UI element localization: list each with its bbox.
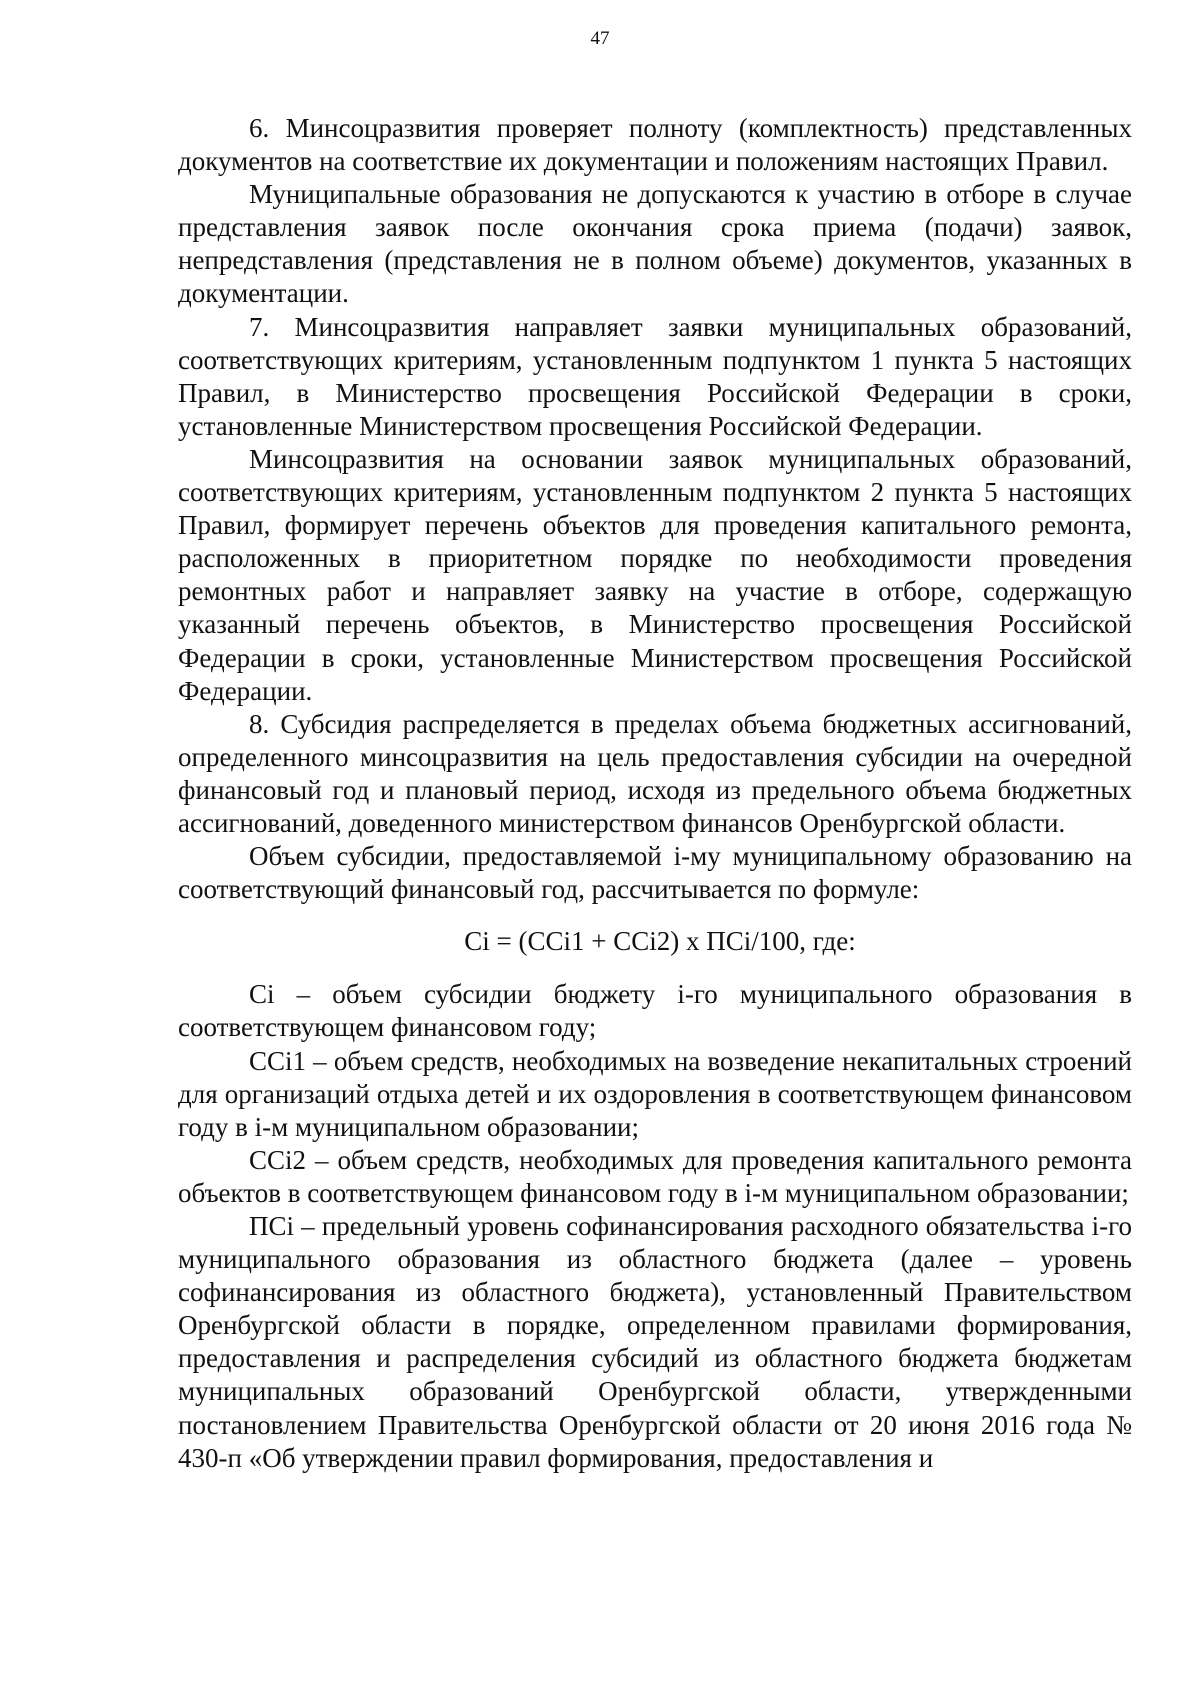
- definition-cci1: CCi1 – объем средств, необходимых на возведение некапитальных строений для организаций отдыха детей и их оздоровления в соответствующем финансовом году в i-м муниципальном образовании;: [178, 1045, 1132, 1142]
- paragraph-admission-denial: Муниципальные образования не допускаются к участию в отборе в случае представления заявок после окончания срока приема (подачи) заявок, непредставления (представления не в полном объеме) документов, указанных в документации.: [178, 179, 1132, 309]
- paragraph-item-8: 8. Субсидия распределяется в пределах объема бюджетных ассигнований, определенного минсоцразвития на цель предоставления субсидии на очередной финансовый год и плановый период, исходя из предельного объема бюджетных ассигнований, доведенного министерством финансов Оренбургской области.: [178, 708, 1132, 838]
- paragraph-formula-intro: Объем субсидии, предоставляемой i-му муниципальному образованию на соответствующий финансовый год, рассчитывается по формуле:: [178, 841, 1132, 905]
- subsidy-formula: Ci = (CCi1 + CCi2) х ПСi/100, где:: [464, 926, 856, 957]
- definition-ci: Ci – объем субсидии бюджету i-го муниципального образования в соответствующем финансовом году;: [178, 979, 1132, 1043]
- definition-cci2: CCi2 – объем средств, необходимых для проведения капитального ремонта объектов в соответствующем финансовом году в i-м муниципальном образовании;: [178, 1144, 1132, 1208]
- paragraph-item-7: 7. Минсоцразвития направляет заявки муниципальных образований, соответствующих критериям, установленным подпунктом 1 пункта 5 настоящих Правил, в Министерство просвещения Российской Федерации в сроки, установленные Министерством просвещения Российской Федерации.: [178, 311, 1132, 441]
- paragraph-item-6: 6. Минсоцразвития проверяет полноту (комплектность) представленных документов на соответствие их документации и положениям настоящих Правил.: [178, 113, 1132, 177]
- document-body: [178, 112, 1132, 1475]
- page-number: 47: [590, 28, 610, 49]
- definition-psi: ПСi – предельный уровень софинансирования расходного обязательства i-го муниципального образования из областного бюджета (далее – уровень софинансирования из областного бюджета), установленный Правительством Оренбургской области в порядке, определенном правилами формирования, предоставления и распределения субсидий из областного бюджета бюджетам муниципальных образований Оренбургской области, утвержденными постановлением Правительства Оренбургской области от 20 июня 2016 года № 430-п «Об утверждении правил формирования, предоставления и: [178, 1211, 1132, 1473]
- paragraph-repair-list: Минсоцразвития на основании заявок муниципальных образований, соответствующих критериям, установленным подпунктом 2 пункта 5 настоящих Правил, формирует перечень объектов для проведения капитального ремонта, расположенных в приоритетном порядке по необходимости проведения ремонтных работ и направляет заявку на участие в отборе, содержащую указанный перечень объектов, в Министерство просвещения Российской Федерации в сроки, установленные Министерством просвещения Российской Федерации.: [178, 443, 1132, 706]
